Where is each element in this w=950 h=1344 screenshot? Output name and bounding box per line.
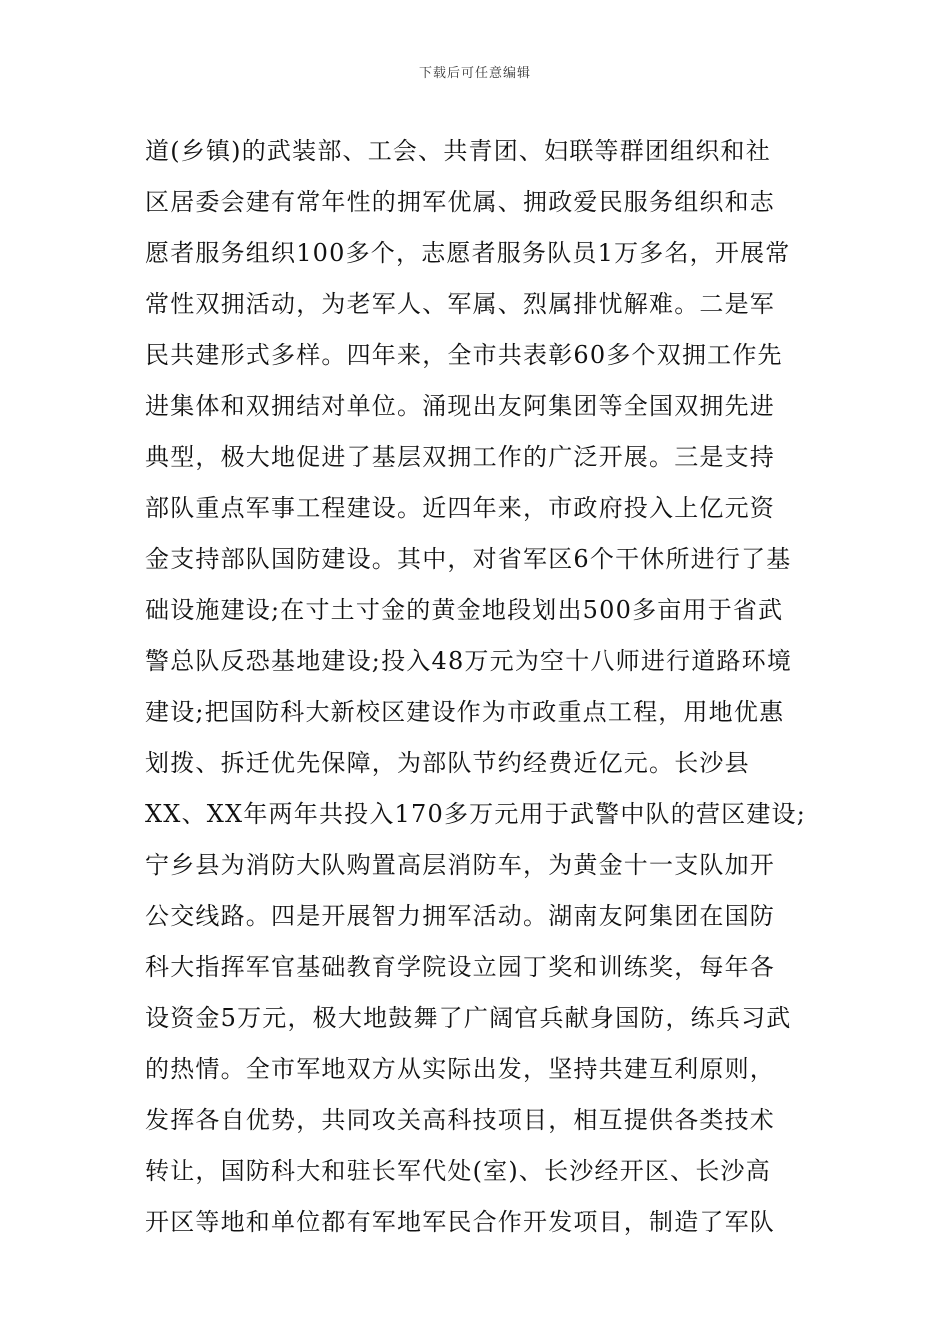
text-line: 设资金5万元，极大地鼓舞了广阔官兵献身国防，练兵习武 — [145, 1004, 792, 1032]
text-line: 的热情。全市军地双方从实际出发，坚持共建互利原则， — [145, 1055, 775, 1083]
text-line: 宁乡县为消防大队购置高层消防车，为黄金十一支队加开 — [145, 851, 775, 879]
text-line: 常性双拥活动，为老军人、军属、烈属排忧解难。二是军 — [145, 290, 775, 318]
text-line: 科大指挥军官基础教育学院设立园丁奖和训练奖，每年各 — [145, 953, 775, 981]
text-line: 转让，国防科大和驻长军代处(室)、长沙经开区、长沙高 — [145, 1157, 771, 1185]
text-line: 典型，极大地促进了基层双拥工作的广泛开展。三是支持 — [145, 443, 775, 471]
text-line: 民共建形式多样。四年来，全市共表彰60多个双拥工作先 — [145, 341, 783, 369]
text-line: 开区等地和单位都有军地军民合作开发项目，制造了军队 — [145, 1208, 775, 1236]
text-line: XX、XX年两年共投入170多万元用于武警中队的营区建设; — [145, 800, 807, 828]
text-line: 部队重点军事工程建设。近四年来，市政府投入上亿元资 — [145, 494, 775, 522]
header-note: 下载后可任意编辑 — [418, 66, 531, 81]
text-line: 警总队反恐基地建设;投入48万元为空十八师进行道路环境 — [145, 647, 793, 675]
text-line: 金支持部队国防建设。其中，对省军区6个干休所进行了基 — [145, 545, 792, 573]
text-line: 础设施建设;在寸土寸金的黄金地段划出500多亩用于省武 — [145, 596, 784, 624]
text-line: 进集体和双拥结对单位。涌现出友阿集团等全国双拥先进 — [145, 392, 775, 420]
text-line: 愿者服务组织100多个，志愿者服务队员1万多名，开展常 — [145, 239, 791, 267]
text-line: 发挥各自优势，共同攻关高科技项目，相互提供各类技术 — [145, 1106, 775, 1134]
text-line: 区居委会建有常年性的拥军优属、拥政爱民服务组织和志 — [145, 188, 775, 216]
text-line: 建设;把国防科大新校区建设作为市政重点工程，用地优惠 — [145, 698, 785, 726]
text-line: 公交线路。四是开展智力拥军活动。湖南友阿集团在国防 — [145, 902, 775, 930]
text-line: 道(乡镇)的武装部、工会、共青团、妇联等群团组织和社 — [145, 137, 771, 165]
body-text — [145, 126, 810, 1248]
text-line: 划拨、拆迁优先保障，为部队节约经费近亿元。长沙县 — [145, 749, 750, 777]
